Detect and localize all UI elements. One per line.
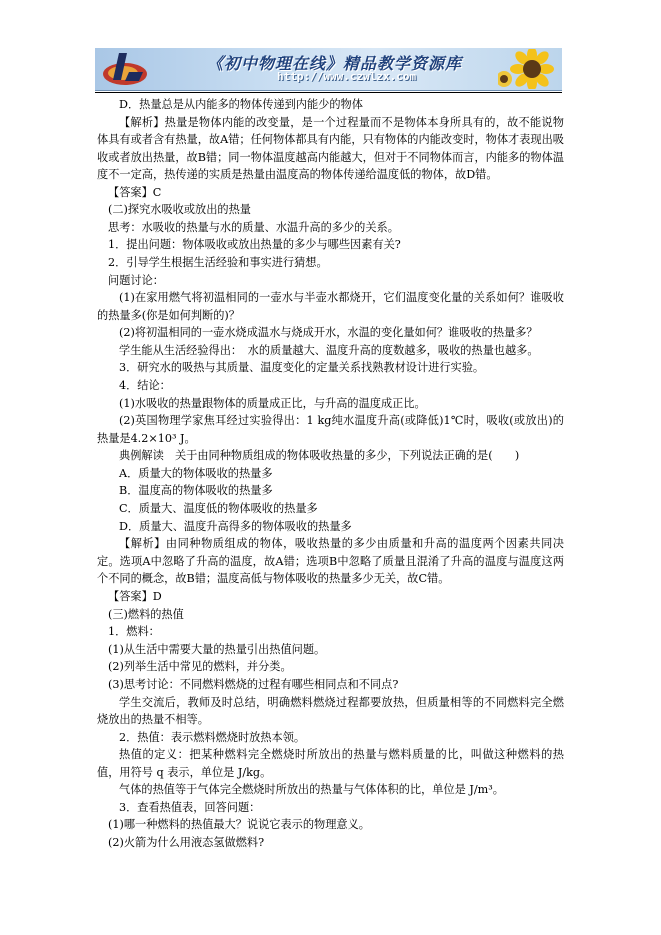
fuel-item-3: (3)思考讨论：不同燃料燃烧的过程有哪些相同点和不同点? bbox=[108, 678, 399, 692]
choice-b: B．温度高的物体吸收的热量多 bbox=[119, 484, 273, 498]
section-heading-2: (二)探究水吸收或放出的热量 bbox=[108, 203, 251, 217]
discussion-label: 问题讨论： bbox=[108, 273, 164, 287]
example-question: 典例解读 关于由同种物质组成的物体吸收热量的多少，下列说法正确的是( ) bbox=[119, 449, 520, 463]
discussion-q1: (1)在家用燃气将初温相同的一壶水与半壶水都烧开，它们温度变化量的关系如何？谁吸收的热量多(你是如何判断的)？ bbox=[97, 291, 564, 322]
fuel-heading: 1．燃料： bbox=[108, 625, 160, 639]
step-4: 4．结论： bbox=[119, 378, 171, 392]
logo-icon bbox=[99, 50, 155, 88]
header-banner bbox=[95, 48, 562, 91]
option-d: D．热量总是从内能多的物体传递到内能少的物体 bbox=[119, 98, 363, 111]
fuel-item-1: (1)从生活中需要大量的热量引出热值问题。 bbox=[108, 642, 326, 656]
step-2: 2．引导学生根据生活经验和事实进行猜想。 bbox=[108, 255, 328, 269]
gas-heat-value: 气体的热值等于气体完全燃烧时所放出的热量与气体体积的比，单位是 J/m³。 bbox=[119, 783, 504, 797]
banner-url: http://www.czwlzx.com bbox=[277, 70, 417, 83]
teacher-summary: 学生交流后，教师及时总结，明确燃料燃烧过程都要放热，但质量相等的不同燃料完全燃烧放出的热量不相等。 bbox=[97, 695, 564, 727]
student-conclusion: 学生能从生活经验得出： 水的质量越大、温度升高的度数越多，吸收的热量也越多。 bbox=[119, 343, 539, 357]
sunflower-icon bbox=[498, 49, 558, 89]
table-question-2: (2)火箭为什么用液态氢做燃料? bbox=[108, 836, 265, 850]
conclusion-1: (1)水吸收的热量跟物体的质量成正比，与升高的温度成正比。 bbox=[119, 396, 426, 410]
choice-a: A．质量大的物体吸收的热量多 bbox=[119, 466, 273, 480]
answer-1: 【答案】C bbox=[108, 185, 162, 199]
table-question-1: (1)哪一种燃料的热值最大？说说它表示的物理意义。 bbox=[108, 818, 370, 832]
document-body bbox=[97, 96, 564, 852]
fuel-item-2: (2)列举生活中常见的燃料，并分类。 bbox=[108, 660, 292, 674]
answer-2: 【答案】D bbox=[108, 590, 162, 604]
banner-title: 《初中物理在线》精品教学资源库 bbox=[207, 54, 463, 73]
choice-d: D．质量大、温度升高得多的物体吸收的热量多 bbox=[119, 519, 352, 533]
conclusion-2: (2)英国物理学家焦耳经过实验得出：1 kg纯水温度升高(或降低)1℃时，吸收(或放出)的热量是4.2×10³ J。 bbox=[97, 414, 564, 445]
discussion-q2: (2)将初温相同的一壶水烧成温水与烧成开水，水温的变化量如何？谁吸收的热量多？ bbox=[119, 326, 538, 340]
analysis-1: 【解析】热量是物体内能的改变量，是一个过程量而不是物体本身所具有的，故不能说物体具有或者含有热量，故A错；任何物体都具有内能，只有物体的内能改变时，物体才表现出吸收或者放出热量，故B错；同一物体温度越高内能越大，但对于不同物体而言，内能多的物体温度不一定高，热传递的实质是热量由温度高的物体传递给温度低的物体，故D错。 bbox=[97, 115, 564, 182]
header-rule bbox=[95, 92, 562, 93]
section-heading-3: (三)燃料的热值 bbox=[108, 607, 184, 621]
step-1: 1．提出问题：物体吸收或放出热量的多少与哪些因素有关? bbox=[108, 238, 401, 252]
analysis-2: 【解析】由同种物质组成的物体，吸收热量的多少由质量和升高的温度两个因素共同决定。选项A中忽略了升高的温度，故A错；选项B中忽略了质量且混淆了升高的温度与温度这两个不同的概念，故B错；温度高低与物体吸收的热量多少无关，故C错。 bbox=[97, 537, 564, 586]
choice-c: C．质量大、温度低的物体吸收的热量多 bbox=[119, 501, 318, 515]
think-line: 思考：水吸收的热量与水的质量、水温升高的多少的关系。 bbox=[108, 220, 399, 234]
heat-value-heading: 2．热值：表示燃料燃烧时放热本领。 bbox=[119, 730, 306, 744]
table-question-heading: 3．查看热值表，回答问题： bbox=[119, 800, 261, 814]
step-3: 3．研究水的吸热与其质量、温度变化的定量关系找熟教材设计进行实验。 bbox=[119, 361, 485, 375]
heat-value-definition: 热值的定义：把某种燃料完全燃烧时所放出的热量与燃料质量的比，叫做这种燃料的热值，用符号 q 表示，单位是 J/kg。 bbox=[97, 748, 564, 779]
